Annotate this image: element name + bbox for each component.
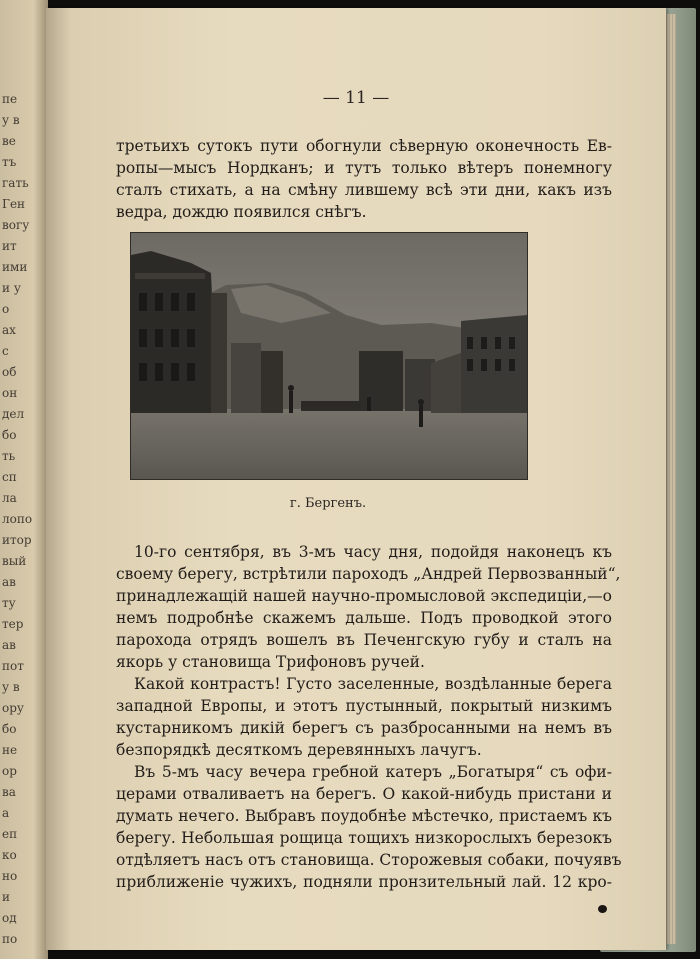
left-page-text-fragment: но (2, 869, 18, 883)
text-line: немъ подробнѣе скажемъ дальше. Подъ проводкой этого (116, 609, 612, 627)
left-page-text-fragment: тъ (2, 155, 17, 169)
book-page (46, 8, 666, 950)
ink-speck (598, 905, 607, 913)
text-line: Какой контрастъ! Густо заселенные, воздѣланные берега (134, 675, 612, 693)
text-line: якорь у становища Трифоновъ ручей. (116, 653, 425, 671)
left-page-text-fragment: у в (2, 113, 20, 127)
left-page-text-fragment: ве (2, 134, 16, 148)
left-page-text-fragment: дел (2, 407, 25, 421)
left-page-text-fragment: он (2, 386, 18, 400)
left-page-text-fragment: од (2, 911, 17, 925)
left-page-text-fragment: ту (2, 596, 16, 610)
left-page-text-fragment: ит (2, 239, 17, 253)
left-page-text-fragment: с (2, 344, 9, 358)
left-page-text-fragment: еп (2, 827, 18, 841)
left-page-text-fragment: пот (2, 659, 24, 673)
text-line: безпорядкѣ десяткомъ деревянныхъ лачугъ. (116, 741, 482, 759)
text-line: ропы—мысъ Нордканъ; и тутъ только вѣтеръ понемногу (116, 159, 612, 177)
left-page-text-fragment: ко (2, 848, 17, 862)
left-page-text-fragment: ах (2, 323, 16, 337)
left-page-text-fragment: ав (2, 638, 16, 652)
left-page-text-fragment: пе (2, 92, 18, 106)
left-page-text-fragment: у в (2, 680, 20, 694)
text-line: парохода отрядъ вошелъ въ Печенгскую губу и сталъ на (116, 631, 612, 649)
left-page-text-fragment: вый (2, 554, 27, 568)
text-line: своему берегу, встрѣтили пароходъ „Андрей Первозванный“, (116, 565, 621, 583)
left-page-text-fragment: о (2, 302, 10, 316)
left-page-text-fragment: сп (2, 470, 17, 484)
left-page-text-fragment: лопо (2, 512, 33, 526)
text-line: кустарникомъ дикій берегъ съ разбросанными на немъ въ (116, 719, 612, 737)
left-page-text-fragment: Ген (2, 197, 26, 211)
text-line: третьихъ сутокъ пути обогнули сѣверную оконечность Ев- (116, 137, 612, 155)
left-page-text-fragment: об (2, 365, 17, 379)
page-number: — 11 — (322, 88, 390, 108)
left-page-text-fragment: ими (2, 260, 28, 274)
left-page-text-fragment: ва (2, 785, 16, 799)
left-page-text-fragment: не (2, 743, 18, 757)
left-page-text-fragment: вогу (2, 218, 30, 232)
text-line: думать нечего. Выбравъ поудобнѣе мѣстечко, пристаемъ къ (116, 807, 612, 825)
left-page-text-fragment: ть (2, 449, 16, 463)
text-line: приближеніе чужихъ, подняли пронзительный лай. 12 кро- (116, 873, 612, 891)
left-page-text-fragment: тер (2, 617, 24, 631)
text-line: сталъ стихать, а на смѣну лившему всѣ эти дни, какъ изъ (116, 181, 612, 199)
left-page-text-fragment: и (2, 890, 10, 904)
text-line: принадлежащій нашей научно-промысловой экспедиціи,—о (116, 587, 612, 605)
illustration-caption: г. Бергенъ. (289, 496, 367, 511)
text-line: Въ 5-мъ часу вечера гребной катеръ „Богатыря“ съ офи- (134, 763, 612, 781)
text-line: церами отваливаетъ на берегъ. О какой-нибудь пристани и (116, 785, 612, 803)
text-line: берегу. Небольшая рощица тощихъ низкорослыхъ березокъ (116, 829, 612, 847)
text-line: 10-го сентября, въ 3-мъ часу дня, подойдя наконецъ къ (134, 543, 612, 561)
left-page (0, 0, 48, 959)
left-page-text-fragment: и у (2, 281, 21, 295)
bergen-illustration (130, 232, 528, 480)
left-page-text-fragment: бо (2, 722, 17, 736)
text-line: отдѣляетъ насъ отъ становища. Сторожевыя собаки, почуявъ (116, 851, 622, 869)
left-page-text-fragment: ла (2, 491, 17, 505)
left-page-text-fragment: ору (2, 701, 24, 715)
text-line: ведра, дождю появился снѣгъ. (116, 203, 367, 221)
left-page-text-fragment: по (2, 932, 18, 946)
text-line: западной Европы, и этотъ пустынный, покрытый низкимъ (116, 697, 612, 715)
left-page-text-fragment: гать (2, 176, 29, 190)
left-page-text-fragment: ав (2, 575, 16, 589)
left-page-text-fragment: итор (2, 533, 32, 547)
left-page-text-fragment: бо (2, 428, 17, 442)
left-page-text-fragment: ор (2, 764, 17, 778)
left-page-text-fragment: а (2, 806, 10, 820)
